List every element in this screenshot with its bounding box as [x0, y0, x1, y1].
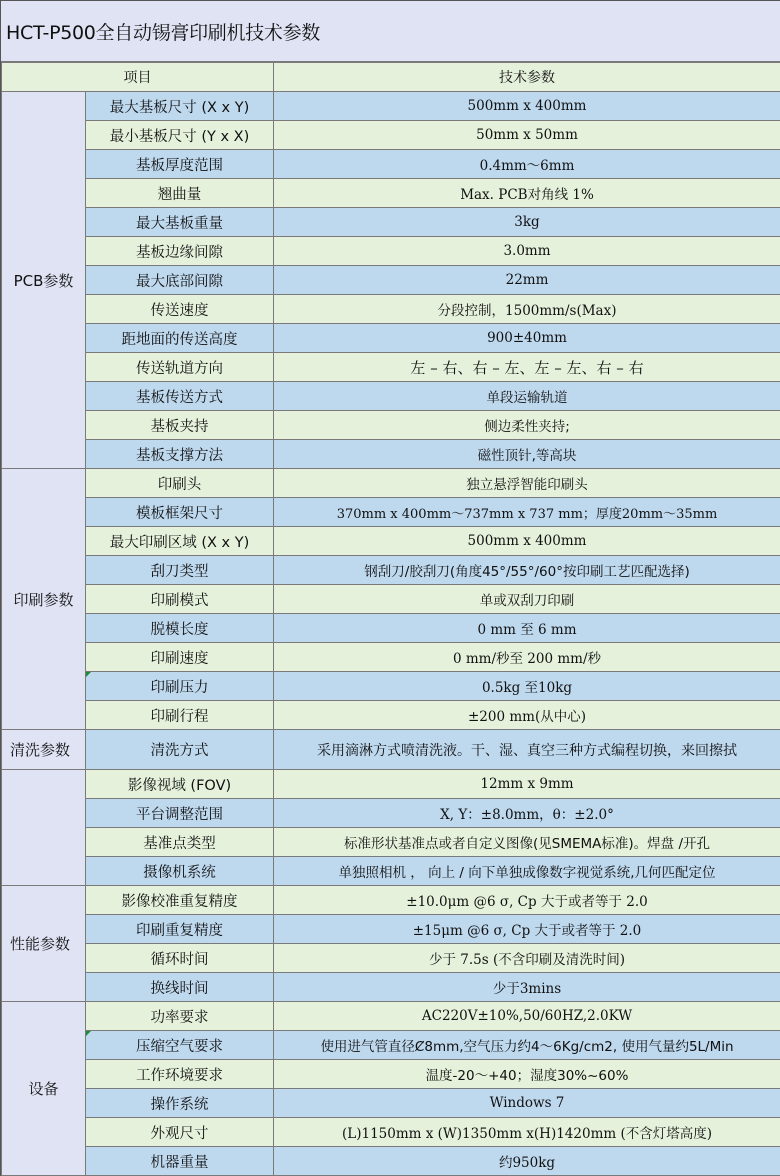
table-row — [2, 614, 780, 643]
row-item: 印刷压力 — [86, 672, 274, 701]
row-value: 磁性顶针,等高块 — [274, 440, 780, 469]
row-value: 500mm x 400mm — [274, 92, 780, 121]
row-item: 平台调整范围 — [86, 799, 274, 828]
row-item: 清洗方式 — [86, 730, 274, 770]
row-item: 印刷头 — [86, 469, 274, 498]
table-row — [2, 295, 780, 324]
row-item: 脱模长度 — [86, 614, 274, 643]
row-item: 印刷模式 — [86, 585, 274, 614]
table-row — [2, 498, 780, 527]
row-value: 采用滴淋方式喷清洗液。干、湿、真空三种方式编程切换，来回擦拭 — [274, 730, 780, 770]
row-value: 单段运输轨道 — [274, 382, 780, 411]
row-value: X, Y：±8.0mm，θ：±2.0° — [274, 799, 780, 828]
row-value: 900±40mm — [274, 324, 780, 353]
row-value: 12mm x 9mm — [274, 770, 780, 799]
row-value: 少于3mins — [274, 973, 780, 1002]
row-item: 功率要求 — [86, 1002, 274, 1031]
table-row — [2, 1147, 780, 1176]
row-item: 操作系统 — [86, 1089, 274, 1118]
table-row — [2, 799, 780, 828]
table-row — [2, 643, 780, 672]
table-row — [2, 92, 780, 121]
row-value: 约950kg — [274, 1147, 780, 1176]
table-row — [2, 324, 780, 353]
row-item: 基板厚度范围 — [86, 150, 274, 179]
row-item: 最大底部间隙 — [86, 266, 274, 295]
row-item: 影像视域 (FOV) — [86, 770, 274, 799]
row-value: 22mm — [274, 266, 780, 295]
group-label-performance: 性能参数 — [2, 886, 86, 1002]
sheet-title: HCT-P500全自动锡膏印刷机技术参数 — [6, 18, 320, 45]
table-row — [2, 121, 780, 150]
row-value: ±15μm @6 σ, Cp 大于或者等于 2.0 — [274, 915, 780, 944]
table-row — [2, 1060, 780, 1089]
table-row — [2, 973, 780, 1002]
row-item: 工作环境要求 — [86, 1060, 274, 1089]
row-value: 500mm x 400mm — [274, 527, 780, 556]
row-value: 使用进气管直径Ȼ8mm,空气压力约4～6Kg/cm2, 使用气量约5L/Min — [274, 1031, 780, 1060]
table-row — [2, 266, 780, 295]
row-value: 温度-20～+40；湿度30%~60% — [274, 1060, 780, 1089]
row-value: 3kg — [274, 208, 780, 237]
row-value: AC220V±10%,50/60HZ,2.0KW — [274, 1002, 780, 1031]
table-row — [2, 469, 780, 498]
table-row — [2, 1089, 780, 1118]
table-row — [2, 237, 780, 266]
group-label-printing: 印刷参数 — [2, 469, 86, 730]
table-row — [2, 730, 780, 770]
row-item: 基准点类型 — [86, 828, 274, 857]
row-item: 传送速度 — [86, 295, 274, 324]
table-row — [2, 828, 780, 857]
table-row — [2, 1002, 780, 1031]
row-item: 基板支撑方法 — [86, 440, 274, 469]
table-row — [2, 556, 780, 585]
row-item: 刮刀类型 — [86, 556, 274, 585]
row-item: 基板边缘间隙 — [86, 237, 274, 266]
row-item: 摄像机系统 — [86, 857, 274, 886]
row-value: 单独照相机 ， 向上 / 向下单独成像数字视觉系统,几何匹配定位 — [274, 857, 780, 886]
header-row — [2, 63, 780, 92]
group-label-equipment: 设备 — [2, 1002, 86, 1176]
row-value: 钢刮刀/胶刮刀(角度45°/55°/60°按印刷工艺匹配选择) — [274, 556, 780, 585]
table-row — [2, 770, 780, 799]
header-item: 项目 — [2, 63, 274, 92]
row-value: 0.5kg 至10kg — [274, 672, 780, 701]
row-value: 分段控制，1500mm/s(Max) — [274, 295, 780, 324]
table-row — [2, 944, 780, 973]
row-item: 机器重量 — [86, 1147, 274, 1176]
row-value: 0 mm/秒至 200 mm/秒 — [274, 643, 780, 672]
row-value: 标准形状基准点或者自定义图像(见SMEMA标准)。焊盘 /开孔 — [274, 828, 780, 857]
row-value: 独立悬浮智能印刷头 — [274, 469, 780, 498]
row-value: Windows 7 — [274, 1089, 780, 1118]
row-value: 50mm x 50mm — [274, 121, 780, 150]
group-label-pcb: PCB参数 — [2, 92, 86, 469]
row-value: 少于 7.5s (不含印刷及清洗时间) — [274, 944, 780, 973]
table-row — [2, 411, 780, 440]
row-item: 印刷速度 — [86, 643, 274, 672]
row-item: 压缩空气要求 — [86, 1031, 274, 1060]
table-row — [2, 382, 780, 411]
row-item: 翘曲量 — [86, 179, 274, 208]
row-item: 影像校准重复精度 — [86, 886, 274, 915]
row-item: 印刷重复精度 — [86, 915, 274, 944]
row-item: 循环时间 — [86, 944, 274, 973]
title-bar — [1, 1, 780, 62]
row-item: 模板框架尺寸 — [86, 498, 274, 527]
row-value: Max. PCB对角线 1% — [274, 179, 780, 208]
row-value: 0 mm 至 6 mm — [274, 614, 780, 643]
row-item: 印刷行程 — [86, 701, 274, 730]
table-row — [2, 353, 780, 382]
table-row — [2, 440, 780, 469]
row-item: 外观尺寸 — [86, 1118, 274, 1147]
table-row — [2, 1118, 780, 1147]
table-row — [2, 179, 780, 208]
row-item: 基板夹持 — [86, 411, 274, 440]
table-row — [2, 527, 780, 556]
table-row — [2, 701, 780, 730]
row-value: 单或双刮刀印刷 — [274, 585, 780, 614]
table-row — [2, 585, 780, 614]
row-value: (L)1150mm x (W)1350mm x(H)1420mm (不含灯塔高度) — [274, 1118, 780, 1147]
row-item: 基板传送方式 — [86, 382, 274, 411]
group-label-cleaning: 清洗参数 — [2, 730, 86, 770]
table-row — [2, 150, 780, 179]
row-value: ±200 mm(从中心) — [274, 701, 780, 730]
spec-table — [1, 62, 780, 1176]
row-item: 传送轨道方向 — [86, 353, 274, 382]
row-value: 3.0mm — [274, 237, 780, 266]
table-row — [2, 1031, 780, 1060]
table-row — [2, 672, 780, 701]
row-item: 距地面的传送高度 — [86, 324, 274, 353]
group-label-vision — [2, 770, 86, 886]
row-item: 换线时间 — [86, 973, 274, 1002]
row-item: 最大基板重量 — [86, 208, 274, 237]
row-value: 0.4mm～6mm — [274, 150, 780, 179]
row-value: 侧边柔性夹持; — [274, 411, 780, 440]
table-row — [2, 857, 780, 886]
table-row — [2, 915, 780, 944]
row-item: 最大基板尺寸 (X x Y) — [86, 92, 274, 121]
row-item: 最小基板尺寸 (Y x X) — [86, 121, 274, 150]
row-value: 370mm x 400mm～737mm x 737 mm；厚度20mm～35mm — [274, 498, 780, 527]
header-value: 技术参数 — [274, 63, 780, 92]
row-value: ±10.0μm @6 σ, Cp 大于或者等于 2.0 — [274, 886, 780, 915]
table-row — [2, 886, 780, 915]
row-item: 最大印刷区域 (X x Y) — [86, 527, 274, 556]
table-row — [2, 208, 780, 237]
row-value: 左 – 右、右 – 左、左 – 左、右 – 右 — [274, 353, 780, 382]
